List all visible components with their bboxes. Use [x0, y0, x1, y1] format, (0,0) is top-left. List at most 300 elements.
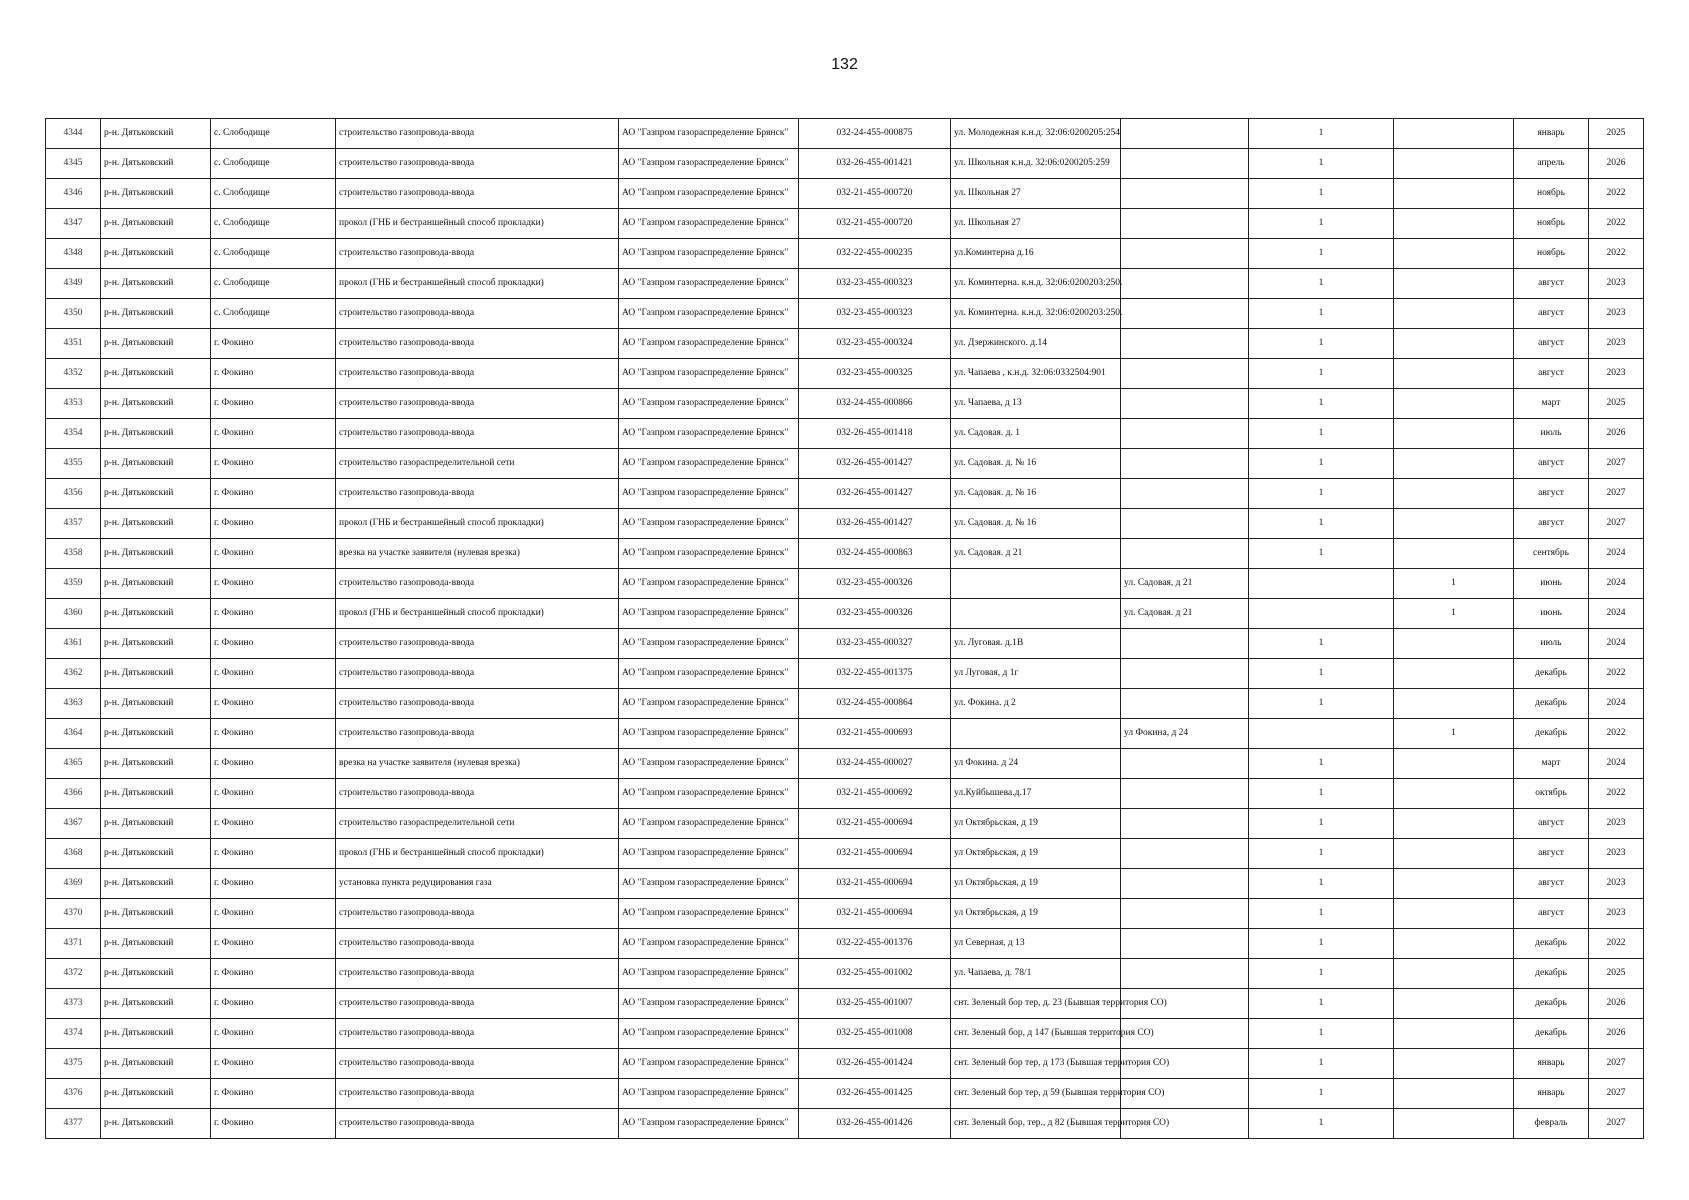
address-alt-cell: ул. Садовая, д 21: [1121, 569, 1249, 599]
district-cell: р-н. Дятьковский: [101, 569, 211, 599]
address-alt-cell: [1121, 959, 1249, 989]
year-cell: 2026: [1589, 419, 1644, 449]
month-cell: июнь: [1514, 569, 1589, 599]
table-row: [46, 149, 1644, 179]
district-cell: р-н. Дятьковский: [101, 419, 211, 449]
district-cell: р-н. Дятьковский: [101, 359, 211, 389]
locality-cell: г. Фокино: [211, 749, 336, 779]
organization-cell: АО "Газпром газораспределение Брянск": [619, 389, 799, 419]
row-number-cell: 4376: [46, 1079, 101, 1109]
organization-cell: АО "Газпром газораспределение Брянск": [619, 479, 799, 509]
month-cell: август: [1514, 509, 1589, 539]
address-alt-cell: [1121, 179, 1249, 209]
row-number-cell: 4351: [46, 329, 101, 359]
year-cell: 2024: [1589, 599, 1644, 629]
month-cell: июль: [1514, 629, 1589, 659]
count-alt-cell: [1394, 1079, 1514, 1109]
locality-cell: г. Фокино: [211, 629, 336, 659]
table-row: [46, 389, 1644, 419]
organization-cell: АО "Газпром газораспределение Брянск": [619, 329, 799, 359]
row-number-cell: 4375: [46, 1049, 101, 1079]
organization-cell: АО "Газпром газораспределение Брянск": [619, 119, 799, 149]
address-cell: ул Октябрьская, д 19: [951, 809, 1121, 839]
work-type-cell: строительство газопровода-ввода: [336, 299, 619, 329]
table-row: [46, 749, 1644, 779]
row-number-cell: 4349: [46, 269, 101, 299]
object-code-cell: 032-26-455-001427: [799, 509, 951, 539]
count-alt-cell: [1394, 419, 1514, 449]
work-type-cell: строительство газопровода-ввода: [336, 1049, 619, 1079]
locality-cell: г. Фокино: [211, 569, 336, 599]
organization-cell: АО "Газпром газораспределение Брянск": [619, 179, 799, 209]
district-cell: р-н. Дятьковский: [101, 179, 211, 209]
work-type-cell: строительство газопровода-ввода: [336, 329, 619, 359]
object-code-cell: 032-26-455-001418: [799, 419, 951, 449]
count-alt-cell: [1394, 629, 1514, 659]
address-alt-cell: [1121, 839, 1249, 869]
address-alt-cell: [1121, 689, 1249, 719]
year-cell: 2025: [1589, 119, 1644, 149]
table-row: [46, 1049, 1644, 1079]
address-cell: ул. Коминтерна. к.н.д. 32:06:0200203:250.: [951, 269, 1121, 299]
count-cell: 1: [1249, 509, 1394, 539]
work-type-cell: строительство газопровода-ввода: [336, 1109, 619, 1139]
year-cell: 2027: [1589, 479, 1644, 509]
count-alt-cell: [1394, 239, 1514, 269]
address-cell: ул. Фокина. д 2: [951, 689, 1121, 719]
table-row: [46, 599, 1644, 629]
district-cell: р-н. Дятьковский: [101, 389, 211, 419]
count-alt-cell: [1394, 989, 1514, 1019]
table-row: [46, 179, 1644, 209]
address-cell: ул. Дзержинского. д.14: [951, 329, 1121, 359]
address-cell: ул. Чапаева, д 13: [951, 389, 1121, 419]
month-cell: январь: [1514, 1049, 1589, 1079]
address-cell: ул. Чапаева , к.н.д. 32:06:0332504:901: [951, 359, 1121, 389]
table-row: [46, 1079, 1644, 1109]
locality-cell: г. Фокино: [211, 689, 336, 719]
organization-cell: АО "Газпром газораспределение Брянск": [619, 599, 799, 629]
row-number-cell: 4345: [46, 149, 101, 179]
year-cell: 2022: [1589, 719, 1644, 749]
year-cell: 2024: [1589, 539, 1644, 569]
object-code-cell: 032-26-455-001427: [799, 449, 951, 479]
organization-cell: АО "Газпром газораспределение Брянск": [619, 1109, 799, 1139]
object-code-cell: 032-23-455-000323: [799, 269, 951, 299]
object-code-cell: 032-26-455-001427: [799, 479, 951, 509]
object-code-cell: 032-23-455-000326: [799, 599, 951, 629]
count-alt-cell: [1394, 929, 1514, 959]
locality-cell: г. Фокино: [211, 479, 336, 509]
work-type-cell: строительство газопровода-ввода: [336, 629, 619, 659]
locality-cell: г. Фокино: [211, 779, 336, 809]
organization-cell: АО "Газпром газораспределение Брянск": [619, 779, 799, 809]
page-number: 132: [831, 56, 858, 73]
locality-cell: с. Слободище: [211, 149, 336, 179]
address-alt-cell: [1121, 479, 1249, 509]
row-number-cell: 4360: [46, 599, 101, 629]
month-cell: ноябрь: [1514, 239, 1589, 269]
address-cell: ул. Школьная к.н.д. 32:06:0200205:259: [951, 149, 1121, 179]
count-alt-cell: [1394, 1109, 1514, 1139]
work-type-cell: строительство газопровода-ввода: [336, 119, 619, 149]
address-cell: ул. Садовая. д. № 16: [951, 479, 1121, 509]
row-number-cell: 4354: [46, 419, 101, 449]
table-row: [46, 869, 1644, 899]
count-alt-cell: [1394, 299, 1514, 329]
locality-cell: г. Фокино: [211, 719, 336, 749]
year-cell: 2027: [1589, 509, 1644, 539]
district-cell: р-н. Дятьковский: [101, 629, 211, 659]
month-cell: август: [1514, 269, 1589, 299]
object-code-cell: 032-21-455-000694: [799, 869, 951, 899]
object-code-cell: 032-26-455-001424: [799, 1049, 951, 1079]
locality-cell: г. Фокино: [211, 929, 336, 959]
address-alt-cell: [1121, 509, 1249, 539]
district-cell: р-н. Дятьковский: [101, 1019, 211, 1049]
count-alt-cell: [1394, 689, 1514, 719]
count-alt-cell: [1394, 209, 1514, 239]
locality-cell: г. Фокино: [211, 809, 336, 839]
count-cell: 1: [1249, 149, 1394, 179]
object-code-cell: 032-26-455-001425: [799, 1079, 951, 1109]
count-alt-cell: [1394, 749, 1514, 779]
object-code-cell: 032-25-455-001008: [799, 1019, 951, 1049]
month-cell: сентябрь: [1514, 539, 1589, 569]
count-cell: 1: [1249, 1109, 1394, 1139]
district-cell: р-н. Дятьковский: [101, 1109, 211, 1139]
row-number-cell: 4362: [46, 659, 101, 689]
organization-cell: АО "Газпром газораспределение Брянск": [619, 809, 799, 839]
address-cell: снт. Зеленый бор, д 147 (Бывшая территория СО): [951, 1019, 1121, 1049]
locality-cell: г. Фокино: [211, 599, 336, 629]
month-cell: август: [1514, 299, 1589, 329]
organization-cell: АО "Газпром газораспределение Брянск": [619, 419, 799, 449]
address-cell: ул. Коминтерна. к.н.д. 32:06:0200203:250.: [951, 299, 1121, 329]
month-cell: декабрь: [1514, 659, 1589, 689]
year-cell: 2022: [1589, 779, 1644, 809]
locality-cell: г. Фокино: [211, 869, 336, 899]
year-cell: 2026: [1589, 1019, 1644, 1049]
year-cell: 2023: [1589, 869, 1644, 899]
locality-cell: с. Слободище: [211, 119, 336, 149]
work-type-cell: строительство газопровода-ввода: [336, 359, 619, 389]
year-cell: 2023: [1589, 809, 1644, 839]
month-cell: апрель: [1514, 149, 1589, 179]
table-row: [46, 719, 1644, 749]
row-number-cell: 4356: [46, 479, 101, 509]
address-alt-cell: [1121, 329, 1249, 359]
address-alt-cell: [1121, 749, 1249, 779]
organization-cell: АО "Газпром газораспределение Брянск": [619, 929, 799, 959]
table-row: [46, 839, 1644, 869]
district-cell: р-н. Дятьковский: [101, 119, 211, 149]
count-cell: 1: [1249, 119, 1394, 149]
count-cell: 1: [1249, 419, 1394, 449]
object-code-cell: 032-22-455-000235: [799, 239, 951, 269]
row-number-cell: 4364: [46, 719, 101, 749]
address-alt-cell: ул. Садовая. д 21: [1121, 599, 1249, 629]
locality-cell: г. Фокино: [211, 359, 336, 389]
registry-table: [45, 118, 1644, 1139]
address-alt-cell: [1121, 449, 1249, 479]
year-cell: 2023: [1589, 899, 1644, 929]
row-number-cell: 4355: [46, 449, 101, 479]
count-alt-cell: [1394, 1019, 1514, 1049]
table-row: [46, 479, 1644, 509]
year-cell: 2022: [1589, 179, 1644, 209]
organization-cell: АО "Газпром газораспределение Брянск": [619, 539, 799, 569]
count-cell: 1: [1249, 299, 1394, 329]
object-code-cell: 032-21-455-000694: [799, 839, 951, 869]
table-row: [46, 629, 1644, 659]
work-type-cell: прокол (ГНБ и бестраншейный способ прокладки): [336, 509, 619, 539]
organization-cell: АО "Газпром газораспределение Брянск": [619, 509, 799, 539]
district-cell: р-н. Дятьковский: [101, 329, 211, 359]
address-alt-cell: [1121, 239, 1249, 269]
month-cell: август: [1514, 839, 1589, 869]
work-type-cell: строительство газопровода-ввода: [336, 389, 619, 419]
address-alt-cell: [1121, 359, 1249, 389]
locality-cell: с. Слободище: [211, 179, 336, 209]
district-cell: р-н. Дятьковский: [101, 989, 211, 1019]
month-cell: февраль: [1514, 1109, 1589, 1139]
month-cell: декабрь: [1514, 989, 1589, 1019]
count-alt-cell: 1: [1394, 599, 1514, 629]
address-cell: ул. Молодежная к.н.д. 32:06:0200205:254: [951, 119, 1121, 149]
work-type-cell: строительство газопровода-ввода: [336, 779, 619, 809]
table-row: [46, 539, 1644, 569]
organization-cell: АО "Газпром газораспределение Брянск": [619, 209, 799, 239]
address-alt-cell: [1121, 389, 1249, 419]
address-cell: ул Октябрьская, д 19: [951, 869, 1121, 899]
count-cell: 1: [1249, 659, 1394, 689]
organization-cell: АО "Газпром газораспределение Брянск": [619, 359, 799, 389]
count-cell: 1: [1249, 839, 1394, 869]
month-cell: август: [1514, 809, 1589, 839]
district-cell: р-н. Дятьковский: [101, 299, 211, 329]
year-cell: 2023: [1589, 329, 1644, 359]
count-cell: 1: [1249, 1019, 1394, 1049]
count-alt-cell: [1394, 779, 1514, 809]
locality-cell: г. Фокино: [211, 449, 336, 479]
count-alt-cell: [1394, 899, 1514, 929]
object-code-cell: 032-23-455-000326: [799, 569, 951, 599]
year-cell: 2023: [1589, 299, 1644, 329]
work-type-cell: строительство газопровода-ввода: [336, 1019, 619, 1049]
count-alt-cell: [1394, 329, 1514, 359]
locality-cell: г. Фокино: [211, 539, 336, 569]
table-row: [46, 689, 1644, 719]
count-cell: 1: [1249, 959, 1394, 989]
work-type-cell: строительство газопровода-ввода: [336, 719, 619, 749]
object-code-cell: 032-21-455-000692: [799, 779, 951, 809]
table-row: [46, 269, 1644, 299]
row-number-cell: 4372: [46, 959, 101, 989]
locality-cell: г. Фокино: [211, 899, 336, 929]
locality-cell: с. Слободище: [211, 299, 336, 329]
registry-body: [46, 119, 1644, 1139]
address-cell: ул Фокина. д 24: [951, 749, 1121, 779]
district-cell: р-н. Дятьковский: [101, 719, 211, 749]
object-code-cell: 032-21-455-000694: [799, 809, 951, 839]
month-cell: март: [1514, 749, 1589, 779]
address-alt-cell: [1121, 539, 1249, 569]
table-row: [46, 449, 1644, 479]
address-alt-cell: ул Фокина, д 24: [1121, 719, 1249, 749]
count-cell: 1: [1249, 239, 1394, 269]
address-cell: ул. Садовая. д. № 16: [951, 509, 1121, 539]
row-number-cell: 4368: [46, 839, 101, 869]
organization-cell: АО "Газпром газораспределение Брянск": [619, 569, 799, 599]
table-row: [46, 929, 1644, 959]
count-cell: 1: [1249, 389, 1394, 419]
month-cell: декабрь: [1514, 959, 1589, 989]
row-number-cell: 4361: [46, 629, 101, 659]
work-type-cell: строительство газопровода-ввода: [336, 569, 619, 599]
organization-cell: АО "Газпром газораспределение Брянск": [619, 719, 799, 749]
address-cell: ул.Коминтерна д.16: [951, 239, 1121, 269]
table-row: [46, 509, 1644, 539]
address-cell: ул Луговая, д 1г: [951, 659, 1121, 689]
organization-cell: АО "Газпром газораспределение Брянск": [619, 869, 799, 899]
locality-cell: г. Фокино: [211, 419, 336, 449]
month-cell: август: [1514, 899, 1589, 929]
year-cell: 2027: [1589, 449, 1644, 479]
count-alt-cell: [1394, 539, 1514, 569]
address-cell: снт. Зеленый бор тер, д 173 (Бывшая территория СО): [951, 1049, 1121, 1079]
address-cell: [951, 719, 1121, 749]
object-code-cell: 032-26-455-001426: [799, 1109, 951, 1139]
object-code-cell: 032-25-455-001007: [799, 989, 951, 1019]
organization-cell: АО "Газпром газораспределение Брянск": [619, 839, 799, 869]
count-alt-cell: [1394, 359, 1514, 389]
locality-cell: г. Фокино: [211, 959, 336, 989]
count-alt-cell: [1394, 119, 1514, 149]
address-cell: ул Октябрьская, д 19: [951, 899, 1121, 929]
count-cell: [1249, 719, 1394, 749]
work-type-cell: прокол (ГНБ и бестраншейный способ прокладки): [336, 209, 619, 239]
organization-cell: АО "Газпром газораспределение Брянск": [619, 899, 799, 929]
work-type-cell: строительство газопровода-ввода: [336, 659, 619, 689]
address-alt-cell: [1121, 629, 1249, 659]
address-cell: ул. Садовая. д. № 16: [951, 449, 1121, 479]
table-row: [46, 1019, 1644, 1049]
row-number-cell: 4350: [46, 299, 101, 329]
address-alt-cell: [1121, 149, 1249, 179]
district-cell: р-н. Дятьковский: [101, 239, 211, 269]
object-code-cell: 032-21-455-000720: [799, 209, 951, 239]
district-cell: р-н. Дятьковский: [101, 539, 211, 569]
address-alt-cell: [1121, 869, 1249, 899]
object-code-cell: 032-23-455-000325: [799, 359, 951, 389]
row-number-cell: 4357: [46, 509, 101, 539]
count-alt-cell: [1394, 269, 1514, 299]
count-cell: 1: [1249, 809, 1394, 839]
row-number-cell: 4369: [46, 869, 101, 899]
address-cell: ул Северная, д 13: [951, 929, 1121, 959]
count-cell: 1: [1249, 989, 1394, 1019]
address-cell: ул Октябрьская, д 19: [951, 839, 1121, 869]
object-code-cell: 032-25-455-001002: [799, 959, 951, 989]
object-code-cell: 032-24-455-000866: [799, 389, 951, 419]
count-cell: 1: [1249, 269, 1394, 299]
row-number-cell: 4370: [46, 899, 101, 929]
district-cell: р-н. Дятьковский: [101, 449, 211, 479]
address-cell: [951, 599, 1121, 629]
row-number-cell: 4367: [46, 809, 101, 839]
work-type-cell: строительство газопровода-ввода: [336, 479, 619, 509]
table-row: [46, 359, 1644, 389]
organization-cell: АО "Газпром газораспределение Брянск": [619, 689, 799, 719]
address-alt-cell: [1121, 899, 1249, 929]
year-cell: 2022: [1589, 659, 1644, 689]
work-type-cell: строительство газопровода-ввода: [336, 419, 619, 449]
table-row: [46, 239, 1644, 269]
object-code-cell: 032-21-455-000694: [799, 899, 951, 929]
district-cell: р-н. Дятьковский: [101, 209, 211, 239]
organization-cell: АО "Газпром газораспределение Брянск": [619, 989, 799, 1019]
locality-cell: г. Фокино: [211, 329, 336, 359]
count-alt-cell: [1394, 809, 1514, 839]
organization-cell: АО "Газпром газораспределение Брянск": [619, 959, 799, 989]
locality-cell: г. Фокино: [211, 509, 336, 539]
table-row: [46, 989, 1644, 1019]
year-cell: 2023: [1589, 269, 1644, 299]
month-cell: декабрь: [1514, 929, 1589, 959]
year-cell: 2025: [1589, 389, 1644, 419]
work-type-cell: строительство газопровода-ввода: [336, 149, 619, 179]
work-type-cell: строительство газопровода-ввода: [336, 179, 619, 209]
row-number-cell: 4359: [46, 569, 101, 599]
row-number-cell: 4348: [46, 239, 101, 269]
count-cell: 1: [1249, 329, 1394, 359]
work-type-cell: строительство газопровода-ввода: [336, 959, 619, 989]
year-cell: 2023: [1589, 359, 1644, 389]
count-cell: 1: [1249, 1049, 1394, 1079]
district-cell: р-н. Дятьковский: [101, 509, 211, 539]
month-cell: январь: [1514, 1079, 1589, 1109]
district-cell: р-н. Дятьковский: [101, 959, 211, 989]
address-alt-cell: [1121, 209, 1249, 239]
count-alt-cell: [1394, 179, 1514, 209]
row-number-cell: 4347: [46, 209, 101, 239]
month-cell: ноябрь: [1514, 209, 1589, 239]
year-cell: 2022: [1589, 239, 1644, 269]
table-row: [46, 329, 1644, 359]
organization-cell: АО "Газпром газораспределение Брянск": [619, 1019, 799, 1049]
district-cell: р-н. Дятьковский: [101, 659, 211, 689]
table-row: [46, 779, 1644, 809]
table-row: [46, 569, 1644, 599]
month-cell: декабрь: [1514, 719, 1589, 749]
address-alt-cell: [1121, 299, 1249, 329]
count-cell: 1: [1249, 779, 1394, 809]
year-cell: 2025: [1589, 959, 1644, 989]
address-cell: ул. Чапаева, д. 78/1: [951, 959, 1121, 989]
month-cell: январь: [1514, 119, 1589, 149]
count-cell: 1: [1249, 899, 1394, 929]
row-number-cell: 4365: [46, 749, 101, 779]
month-cell: декабрь: [1514, 689, 1589, 719]
row-number-cell: 4377: [46, 1109, 101, 1139]
work-type-cell: строительство газораспределительной сети: [336, 809, 619, 839]
row-number-cell: 4344: [46, 119, 101, 149]
table-row: [46, 809, 1644, 839]
count-cell: 1: [1249, 449, 1394, 479]
locality-cell: г. Фокино: [211, 839, 336, 869]
district-cell: р-н. Дятьковский: [101, 479, 211, 509]
